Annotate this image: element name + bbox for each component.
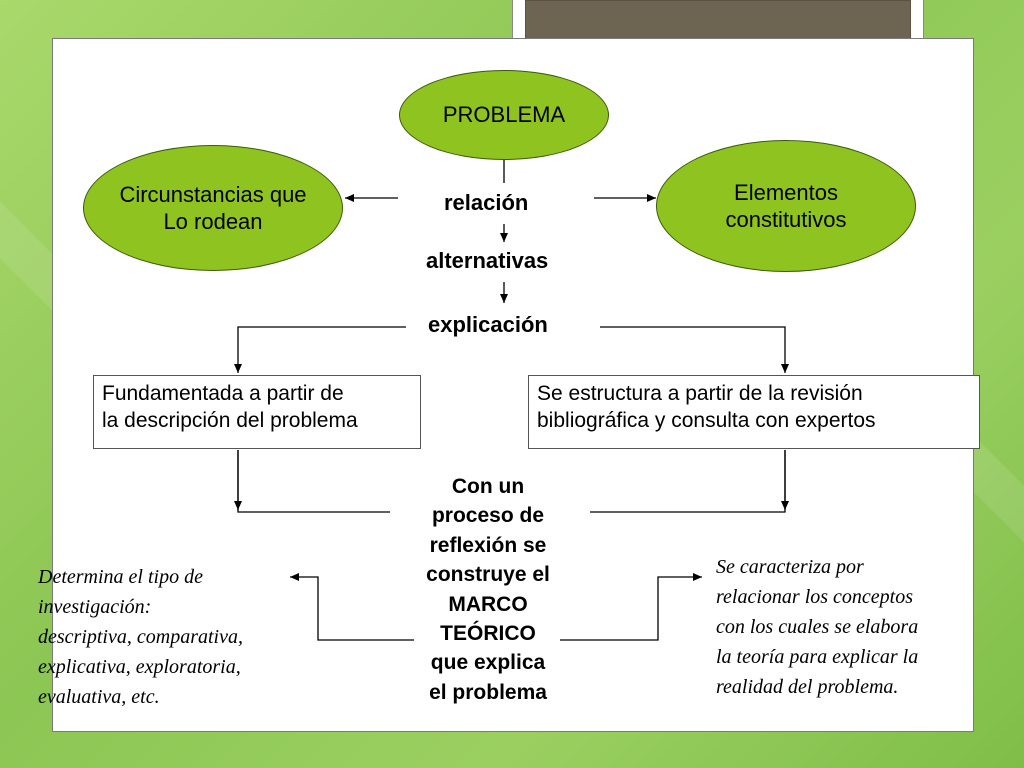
elementos-ellipse <box>656 140 916 272</box>
arrow-to-fundamentada <box>238 327 406 373</box>
estructura-box: Se estructura a partir de la revisión bibliográfica y consulta con expertos <box>528 375 980 449</box>
problema-ellipse <box>399 70 609 160</box>
arrow-estructura-down <box>590 450 785 512</box>
elementos-label: Elementos constitutivos <box>725 179 847 232</box>
circunstancias-label: Circunstancias que Lo rodean <box>119 181 307 234</box>
arrow-to-determina <box>290 577 414 640</box>
alternativas-label: alternativas <box>420 248 554 274</box>
relacion-label: relación <box>438 190 534 216</box>
arrow-to-estructura <box>600 327 785 373</box>
arrow-fundamentada-down <box>238 450 390 512</box>
circunstancias-ellipse <box>83 145 343 271</box>
fundamentada-box: Fundamentada a partir de la descripción del problema <box>93 375 421 449</box>
caracteriza-text: Se caracteriza por relacionar los conceptos con los cuales se elabora la teoría para explicar la realidad del problema. <box>716 556 919 698</box>
explicacion-label: explicación <box>422 312 554 338</box>
marco-teorico-text: Con un proceso de reflexión se construye el MARCO TEÓRICO que explica el problema <box>426 475 550 704</box>
problema-label: PROBLEMA <box>442 102 566 128</box>
arrow-to-caracteriza <box>560 577 702 640</box>
determina-text: Determina el tipo de investigación: descriptiva, comparativa, explicativa, exploratoria, evaluativa, etc. <box>38 566 243 708</box>
